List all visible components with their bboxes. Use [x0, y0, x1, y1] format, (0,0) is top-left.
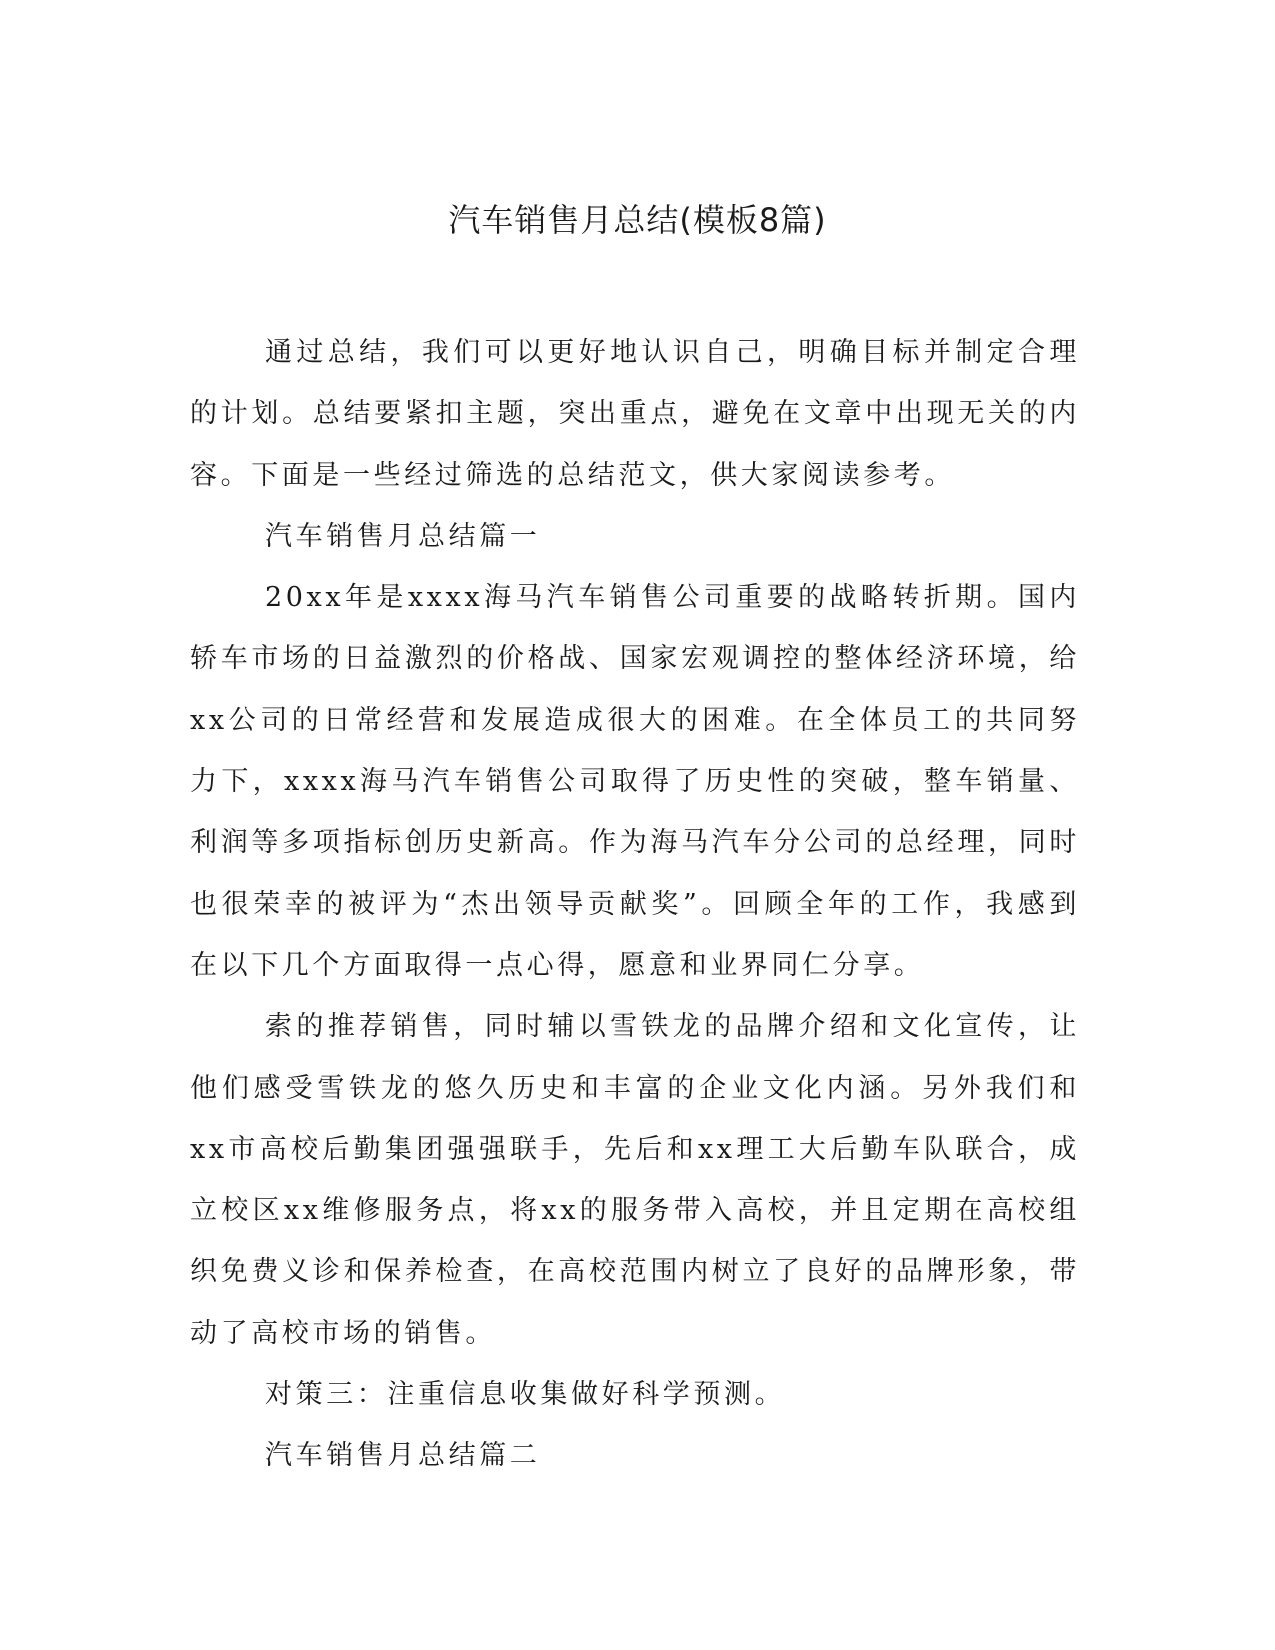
body-paragraph-2: 索的推荐销售，同时辅以雪铁龙的品牌介绍和文化宣传，让他们感受雪铁龙的悠久历史和丰富的企业文化内涵。另外我们和xx市高校后勤集团强强联手，先后和xx理工大后勤车队联合，成立校区xx维修服务点，将xx的服务带入高校，并且定期在高校组织免费义诊和保养检查，在高校范围内树立了良好的品牌形象，带动了高校市场的销售。 [190, 1011, 1080, 1349]
section-heading-1: 汽车销售月总结篇一 [265, 520, 541, 552]
intro-paragraph: 通过总结，我们可以更好地认识自己，明确目标并制定合理的计划。总结要紧扣主题，突出重点，避免在文章中出现无关的内容。下面是一些经过筛选的总结范文，供大家阅读参考。 [190, 337, 1080, 491]
document-title: 汽车销售月总结(模板8篇) [448, 201, 827, 239]
body-paragraph-1: 20xx年是xxxx海马汽车销售公司重要的战略转折期。国内轿车市场的日益激烈的价格战、国家宏观调控的整体经济环境，给xx公司的日常经营和发展造成很大的困难。在全体员工的共同努力下，xxxx海马汽车销售公司取得了历史性的突破，整车销量、利润等多项指标创历史新高。作为海马汽车分公司的总经理，同时也很荣幸的被评为“杰出领导贡献奖”。回顾全年的工作，我感到在以下几个方面取得一点心得，愿意和业界同仁分享。 [190, 582, 1080, 981]
strategy-line: 对策三：注重信息收集做好科学预测。 [265, 1379, 786, 1411]
section-heading-2: 汽车销售月总结篇二 [265, 1440, 541, 1472]
document-body [190, 322, 1080, 1487]
